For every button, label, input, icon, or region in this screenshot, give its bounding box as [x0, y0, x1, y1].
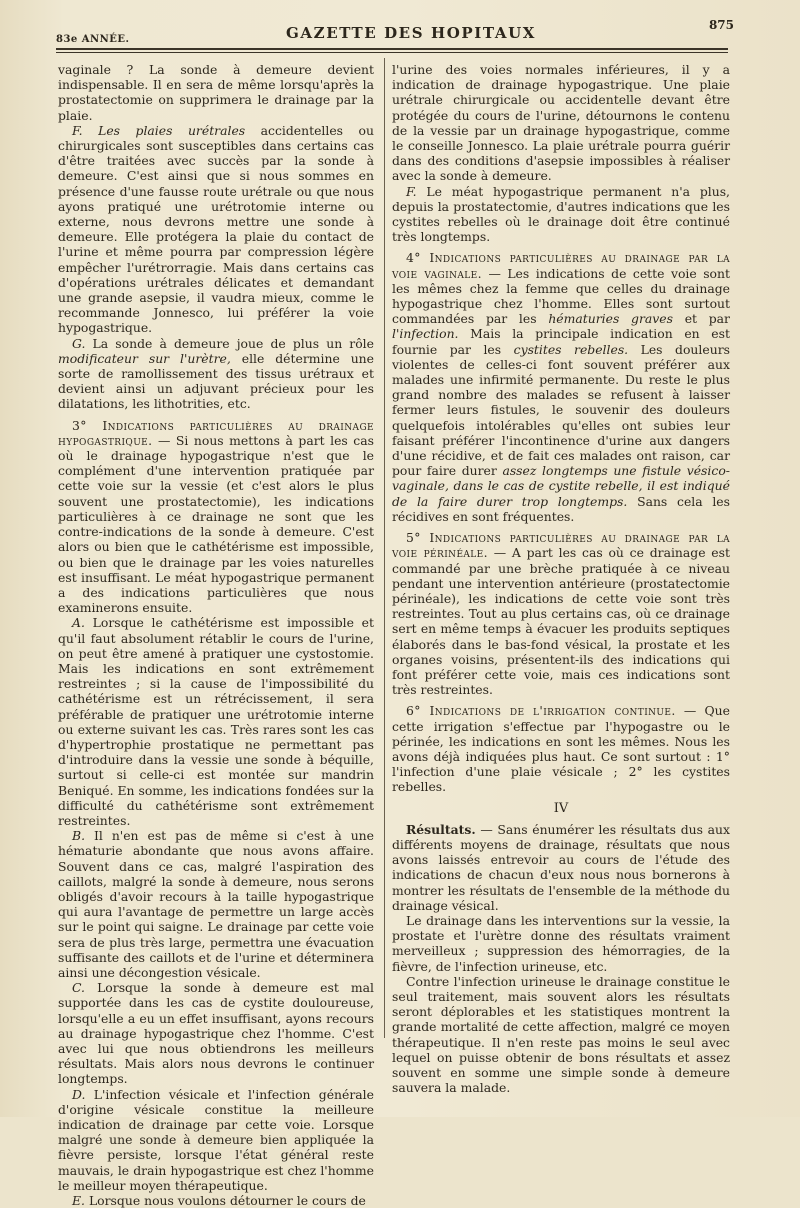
paragraph-b: B. Il n'en est pas de même si c'est à une hématurie abondante que nous avons affaire. Souvent dans ce cas, malgré l'aspiration des caillots, malgré la sonde à demeure, nous serons obligés d'avoir recours à la taille hypogastrique qui aura l'avantage de permettre un large accès sur le point qui saigne. Le drainage par cette voie sera de plus très large, permettra une évacuation suffisante des caillots et de l'urine et déterminera ainsi une décongestion vésicale.: [58, 828, 374, 980]
paragraph-c: C. Lorsque la sonde à demeure est mal supportée dans les cas de cystite douloureuse, lorsqu'elle a eu un effet insuffisant, ayons recours au drainage hypogastrique chez l'homme. C'est avec lui que nous obtiendrons les meilleurs résultats. Mais alors nous devrons le continuer longtemps.: [58, 980, 374, 1087]
paragraph: l'urine des voies normales inférieures, il y a indication de drainage hypogastrique. Une plaie urétrale chirurgicale ou accidentelle devant être protégée du cours de l'urine, détournons le contenu de la vessie par un drainage hypogastrique, comme le conseille Jonnesco. La plaie urétrale pourra guérir dans des conditions d'asepsie impossibles à réaliser avec la sonde à demeure.: [392, 62, 730, 184]
results-paragraph-3: Contre l'infection urineuse le drainage constitue le seul traitement, mais souvent alors les résultats seront déplorables et les statistiques montrent la grande mortalité de cette affection, malgré ce moyen thérapeutique. Il n'en reste pas moins le seul avec lequel on puisse obtenir de bons résultats et assez souvent en somme une simple sonde à demeure sauvera la malade.: [392, 973, 730, 1096]
paragraph: vaginale ? La sonde à demeure devient indispensable. Il en sera de même lorsqu'après la prostatectomie on supprimera le drainage par la plaie.: [58, 62, 374, 123]
section-heading: 6° Indications de l'irrigation continue.: [406, 703, 676, 719]
right-column: [392, 62, 730, 1095]
paragraph-f: F. Les plaies urétrales accidentelles ou chirurgicales sont susceptibles dans certains cas d'être traitées avec succès par la sonde à demeure. C'est ainsi que si nous sommes en présence d'une fausse route urétrale ou que nous ayons pratiqué une urétrotomie interne ou externe, nous devrons mettre une sonde à demeure. Elle protégera la plaie du contact de l'urine et même pourra par compression légère empêcher l'urétrorragie. Mais dans certains cas d'opérations urétrales délicates et demandant une grande asepsie, il vaudra mieux, comme le recommande Jonnesco, lui préférer la voie hypogastrique.: [58, 122, 374, 336]
header-rule: [56, 48, 728, 50]
results-heading: Résultats.: [406, 821, 476, 837]
section-6: 6° Indications de l'irrigation continue. — Que cette irrigation s'effectue par l'hypogastre ou le périnée, les indications en sont les mêmes. Nous les avons déjà indiquées plus haut. Ce sont surtout : 1° l'infection d'une plaie vésicale ; 2° les cystites rebelles.: [392, 703, 730, 795]
paragraph-g: G. La sonde à demeure joue de plus un rôle modificateur sur l'urètre, elle détermine une sorte de ramollissement des tissus urétraux et devient ainsi un adjuvant précieux pour les dilatations, les lithotrities, etc.: [58, 335, 374, 412]
left-column: [58, 62, 374, 1208]
page-header: [56, 18, 734, 48]
section-heading: 5° Indications particulières au drainage par la voie périnéale.: [392, 530, 730, 561]
section-numeral: IV: [553, 800, 569, 816]
paragraph-f: F. Le méat hypogastrique permanent n'a plus, depuis la prostatectomie, d'autres indications que les cystites rebelles où le drainage doit être continué très longtemps.: [392, 183, 730, 245]
section-5: 5° Indications particulières au drainage par la voie périnéale. — A part les cas où ce drainage est commandé par une brèche pratiquée à ce niveau pendant une intervention antérieure (prostatectomie périnéale), les indications de cette voie sont très restreintes. Tout au plus certains cas, où ce drainage sert en même temps à évacuer les produits septiques élaborés dans le bas-fond vésical, la prostate et les organes voisins, présentent-ils des indications qui font préférer cette voie, mais ces indications sont très restreintes.: [392, 530, 730, 698]
section-heading: 4° Indications particulières au drainage par la voie vaginale.: [392, 250, 730, 281]
masthead-title: GAZETTE DES HOPITAUX: [286, 24, 537, 42]
page-number: 875: [708, 18, 734, 32]
results-paragraph-2: Le drainage dans les interventions sur la vessie, la prostate et l'urètre donne des résultats vraiment merveilleux ; suppression des hémorragies, de la fièvre, de l'infection urineuse, etc.: [392, 912, 730, 974]
column-divider: [384, 58, 385, 1038]
section-heading: 3° Indications particulières au drainage hypogastrique.: [58, 417, 374, 448]
section-3: 3° Indications particulières au drainage hypogastrique. — Si nous mettons à part les cas où le drainage hypogastrique n'est que le complément d'une intervention pratiquée par cette voie sur la vessie (et c'est alors le plus souvent une prostatectomie), les indications particulières à ce drainage ne sont que les contre-indications de la sonde à demeure. C'est alors ou bien que le cathétérisme est impossible, ou bien que le drainage par les voies naturelles est insuffisant. Le méat hypogastrique permanent a des indications particulières que nous examinerons ensuite.: [58, 417, 374, 616]
section-4: 4° Indications particulières au drainage par la voie vaginale. — Les indications de cette voie sont les mêmes chez la femme que celles du drainage hypogastrique chez l'homme. Elles sont surtout commandées par les hématuries graves et par l'infection. Mais la principale indication en est fournie par les cystites rebelles. Les douleurs violentes de celles-ci font souvent préférer aux malades une infirmité permanente. Du reste le plus grand nombre des malades se refusent à laisser fermer leurs fistules, le souvenir des douleurs quelquefois intolérables qu'elles ont subies leur faisant préférer l'incontinence d'urine aux dangers d'une récidive, et de fait ces malades ont raison, car pour faire durer assez longtemps une fistule vésico-vaginale, dans le cas de cystite rebelle, il est indiqué de la faire durer trop longtemps. Sans cela les récidives en sont fréquentes.: [392, 250, 730, 524]
paragraph-e: E. Lorsque nous voulons détourner le cours de: [72, 1193, 366, 1208]
paragraph-d: D. L'infection vésicale et l'infection générale d'origine vésicale constitue la meilleure indication de drainage par cette voie. Lorsque malgré une sonde à demeure bien appliquée la fièvre persiste, lorsque l'état général reste mauvais, le drain hypogastrique est chez l'homme le meilleur moyen thérapeutique.: [58, 1086, 374, 1193]
paragraph-a: A. Lorsque le cathétérisme est impossible et qu'il faut absolument rétablir le cours de l'urine, on peut être amené à pratiquer une cystostomie. Mais les indications en sont extrêmement restreintes ; si la cause de l'impossibilité du cathétérisme est un rétrécissement, il sera préférable de pratiquer une urétrotomie interne ou externe suivant les cas. Très rares sont les cas d'hypertrophie prostatique ne permettant pas d'introduire dans la vessie une sonde à béquille, surtout si celle-ci est montée sur mandrin Beniqué. En somme, les indications fondées sur la difficulté du cathétérisme sont extrêmement restreintes.: [58, 615, 374, 828]
header-rule-thin: [56, 52, 728, 53]
results-paragraph: Résultats. — Sans énumérer les résultats dus aux différents moyens de drainage, résultats que nous avons laissés entrevoir au cours de l'étude des indications de chacun d'eux nous nous bornerons à montrer les résultats de l'ensemble de la méthode du drainage vésical.: [392, 821, 730, 913]
year-label: 83e ANNÉE.: [56, 34, 130, 45]
